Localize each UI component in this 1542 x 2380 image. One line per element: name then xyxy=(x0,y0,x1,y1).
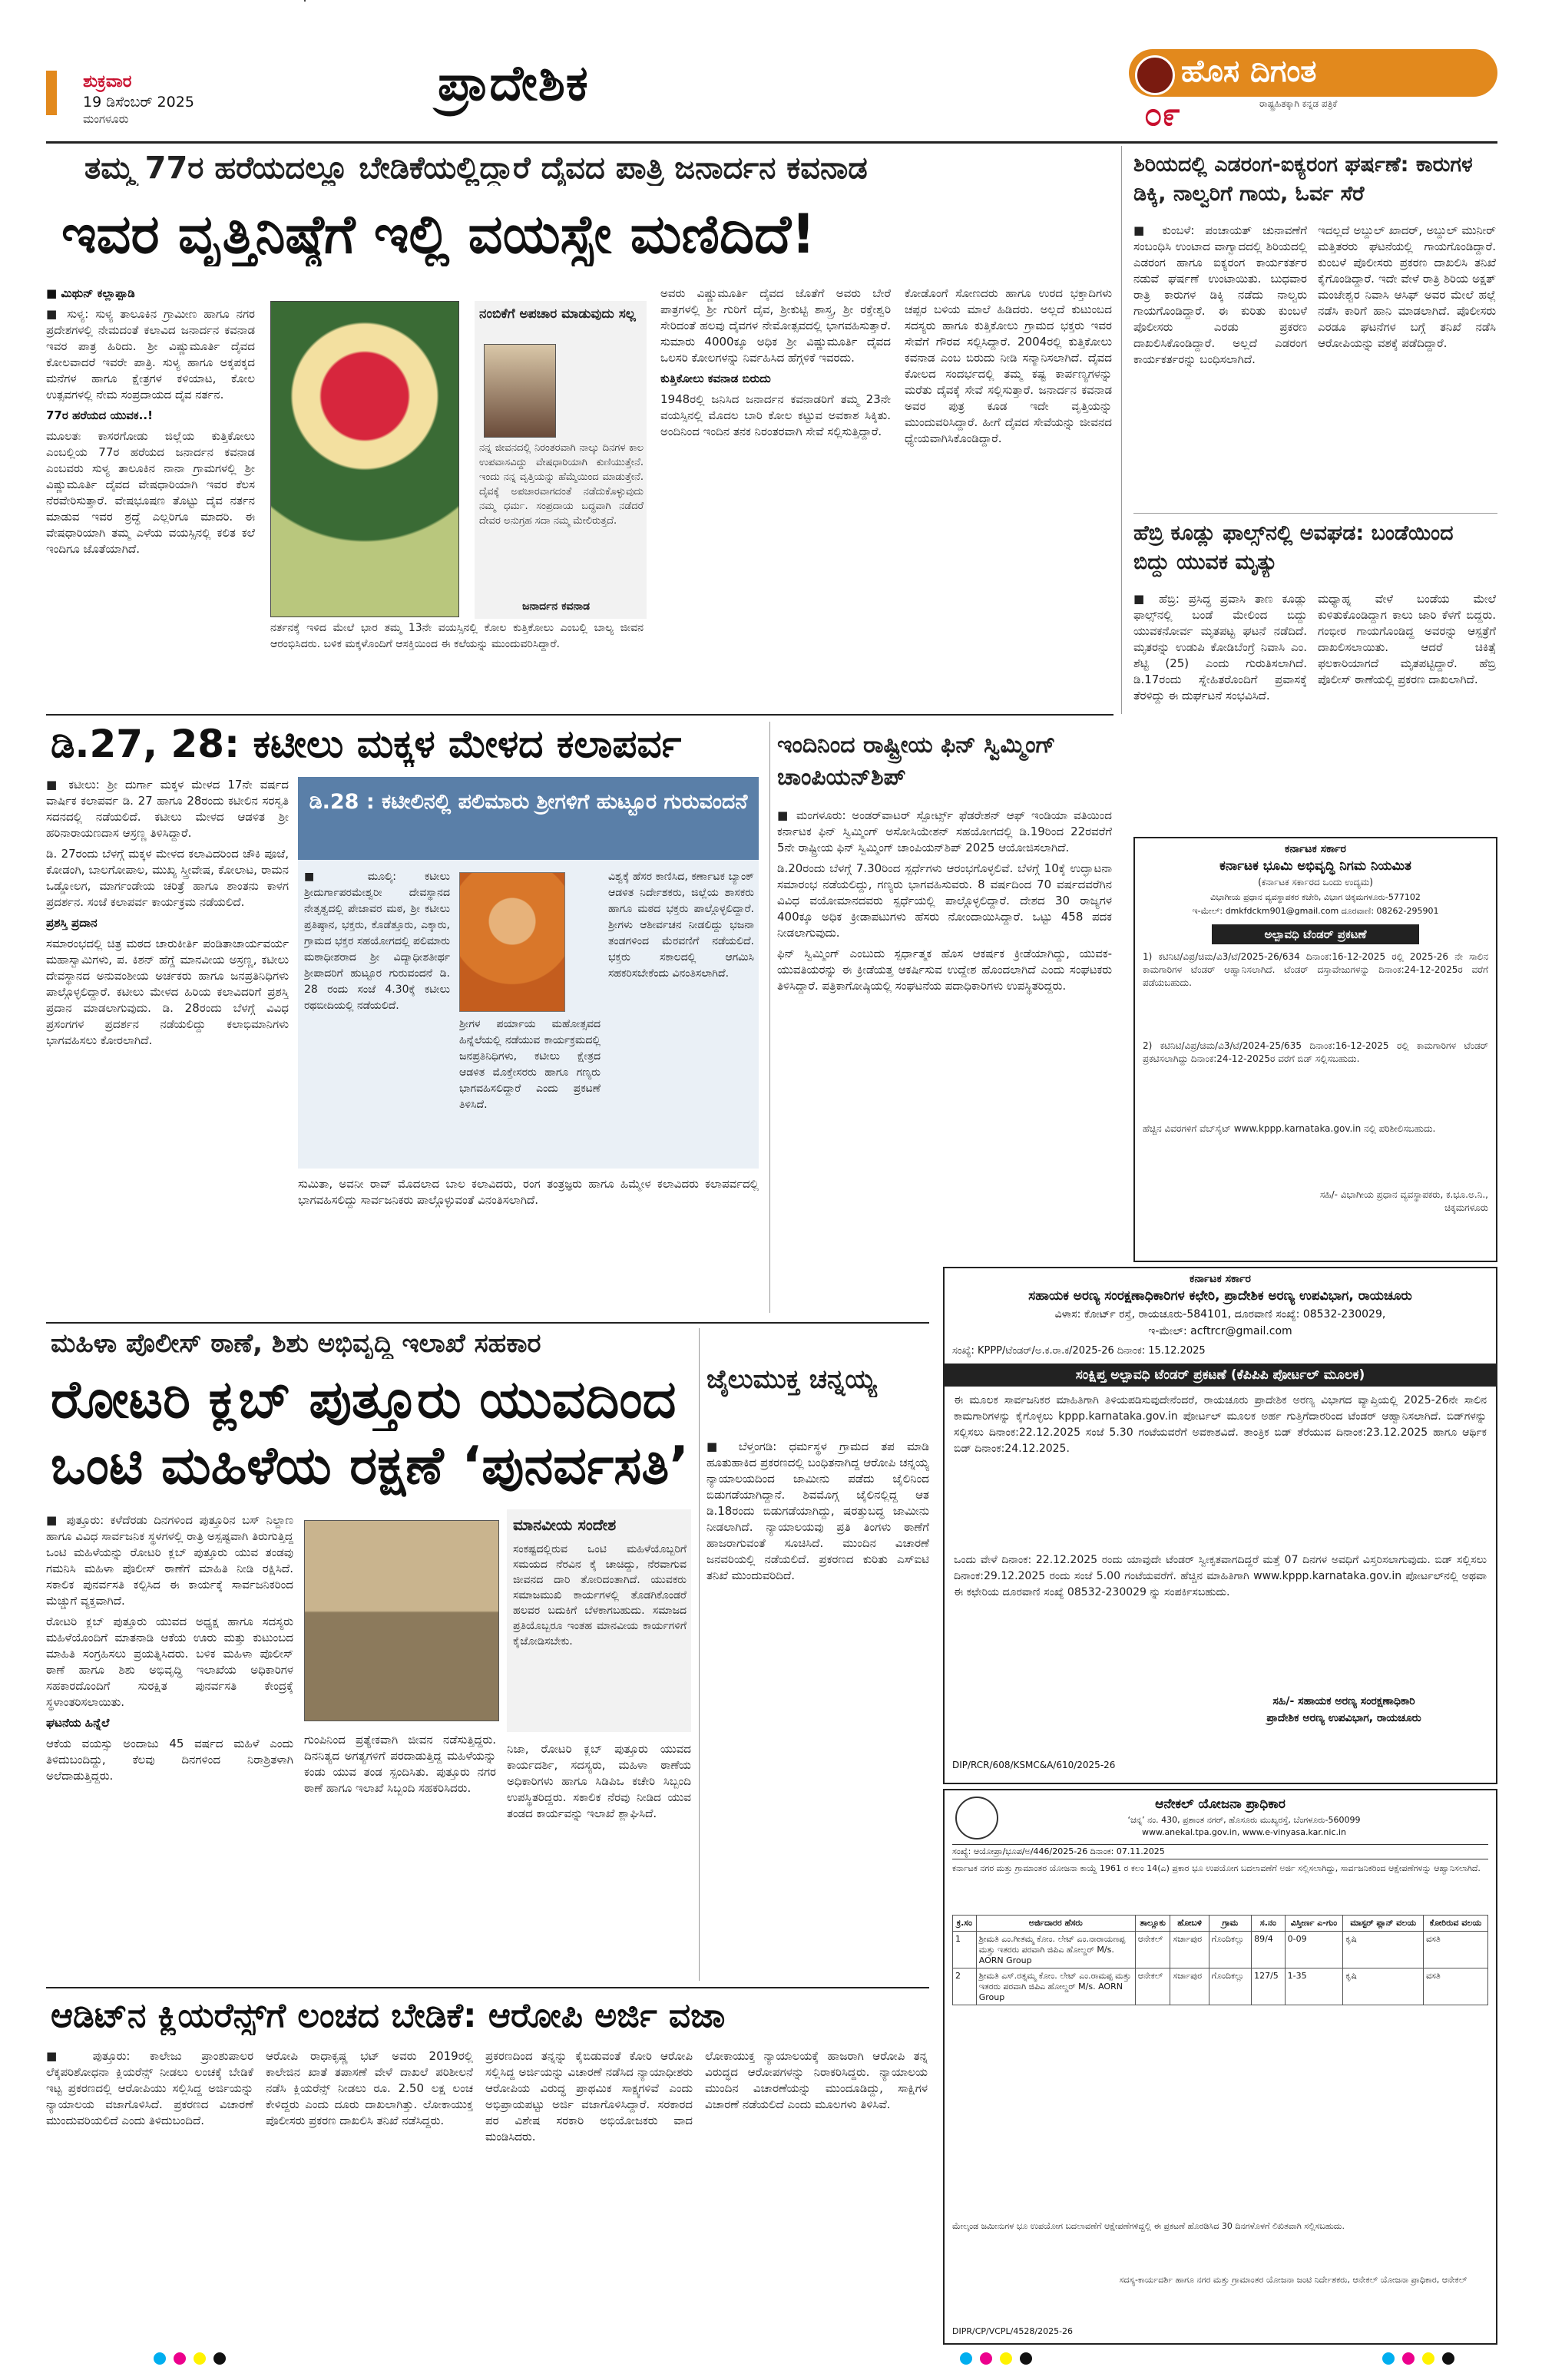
rotary-body-2: ರೋಟರಿ ಕ್ಲಬ್ ಪುತ್ತೂರು ಯುವದ ಅಧ್ಯಕ್ಷ ಹಾಗೂ ಸದಸ್ಯರು ಮಹಿಳೆಯೊಂದಿಗೆ ಮಾತನಾಡಿ ಆಕೆಯ ಊರು ಮತ್ತು ಕುಟುಂಬದ ಮಾಹಿತಿ ಸಂಗ್ರಹಿಸಲು ಪ್ರಯತ್ನಿಸಿದರು. ಬಳಿಕ ಮಹಿಳಾ ಪೊಲೀಸ್ ಠಾಣೆ ಹಾಗೂ ಶಿಶು ಅಭಿವೃದ್ಧಿ ಇಲಾಖೆಯ ಅಧಿಕಾರಿಗಳ ಸಹಕಾರದೊಂದಿಗೆ ಸುರಕ್ಷಿತ ಪುನರ್ವಸತಿ ಕೇಂದ್ರಕ್ಕೆ ಸ್ಥಳಾಂತರಿಸಲಾಯಿತು. xyxy=(46,1615,293,1709)
rotary-headline-2: ಒಂಟಿ ಮಹಿಳೆಯ ರಕ್ಷಣೆ ‘ಪುನರ್ವಸತಿ’ xyxy=(51,1436,690,1496)
lead-photo-theyyam xyxy=(270,301,459,617)
right1-rule xyxy=(1133,513,1497,514)
table-cell: 127/5 xyxy=(1252,1968,1286,2005)
ad3-header-cell: ಗ್ರಾಮ xyxy=(1209,1916,1251,1932)
ad1-email: ಇ-ಮೇಲ್: dmkfdckm901@gmail.com ದೂರವಾಣಿ: 08262-295901 xyxy=(1192,906,1439,916)
paper-name: ಹೊಸ ದಿಗಂತ xyxy=(1181,54,1317,89)
ad3-footer: ಮೇಲ್ಕಂಡ ಜಮೀನುಗಳ ಭೂ ಉಪಯೋಗ ಬದಲಾವಣೆಗೆ ಆಕ್ಷೇಪಣೆಗಳಿದ್ದಲ್ಲಿ ಈ ಪ್ರಕಟಣೆ ಹೊರಡಿಸಿದ 30 ದಿನಗಳೊಳಗೆ ಲಿಖಿತವಾಗಿ ಸಲ್ಲಿಸಬಹುದು. xyxy=(952,2221,1345,2231)
section-title: ಪ್ರಾದೇಶಿಕ xyxy=(438,55,589,112)
ad2-email: ಇ-ಮೇಲ್: acftrcr@gmail.com xyxy=(1148,1325,1292,1337)
masthead-left-bar xyxy=(46,71,57,115)
magenta-dot xyxy=(174,2352,186,2365)
yellow-dot xyxy=(194,2352,206,2365)
cyan-dot xyxy=(154,2352,166,2365)
lead-sidebar-title: ನಂಬಿಕೆಗೆ ಅಪಚಾರ ಮಾಡುವುದು ಸಲ್ಲ xyxy=(479,306,636,322)
print-reg-dots-mid xyxy=(960,2352,1032,2365)
ad3-header-cell: ಅರ್ಜಿದಾರರ ಹೆಸರು xyxy=(976,1916,1135,1932)
black-dot xyxy=(1442,2352,1454,2365)
kateel-box-col-3: ವಿಶ್ವಕ್ಕೆ ಹೆಸರ ಕಾಣಿಸಿದ, ಕರ್ಣಾಟಕ ಬ್ಯಾಂಕ್ ಆಡಳಿತ ನಿರ್ದೇಶಕರು, ಜಿಲ್ಲೆಯ ಶಾಸಕರು ಹಾಗೂ ಮಠದ ಭಕ್ತರು ಪಾಲ್ಗೊಳ್ಳಲಿದ್ದಾರೆ. ಶ್ರೀಗಳು ಆಶೀರ್ವಚನ ನೀಡಲಿದ್ದು ಭಜನಾ ತಂಡಗಳಿಂದ ಮೆರವಣಿಗೆ ನಡೆಯಲಿದೆ. ಭಕ್ತರು ಸಕಾಲದಲ್ಲಿ ಆಗಮಿಸಿ ಸಹಕರಿಸಬೇಕೆಂದು ವಿನಂತಿಸಲಾಗಿದೆ. xyxy=(608,871,754,980)
table-cell: 2 xyxy=(953,1968,977,2005)
swim-body-3: ಫಿನ್ ಸ್ವಿಮ್ಮಿಂಗ್ ಎಂಬುದು ಸ್ಪರ್ಧಾತ್ಮಕ ಹೊಸ ಆಕರ್ಷಕ ಕ್ರೀಡೆಯಾಗಿದ್ದು, ಯುವಕ-ಯುವತಿಯರನ್ನು ಈ ಕ್ರೀಡೆಯತ್ತ ಆಕರ್ಷಿಸುವ ಉದ್ದೇಶ ಹೊಂದಲಾಗಿದೆ ಎಂದು ಸಂಘಟಕರು ತಿಳಿಸಿದ್ದಾರೆ. ಪತ್ರಿಕಾಗೋಷ್ಠಿಯಲ್ಲಿ ಸಂಘಟನೆಯ ಪದಾಧಿಕಾರಿಗಳು ಉಪಸ್ಥಿತರಿದ್ದರು. xyxy=(777,947,1112,993)
swim-headline: ಇಂದಿನಿಂದ ರಾಷ್ಟ್ರೀಯ ಫಿನ್ ಸ್ವಿಮ್ಮಿಂಗ್ ಚಾಂಪಿಯನ್‌ಶಿಪ್ xyxy=(777,732,1056,791)
black-dot xyxy=(213,2352,226,2365)
ad3-web: www.anekal.tpa.gov.in, www.e-vinyasa.kar.nic.in xyxy=(1141,1827,1347,1837)
kateel-col-1 xyxy=(46,777,289,1314)
table-cell: 1 xyxy=(953,1932,977,1968)
rotary-body-4: ನಿಜಾ, ರೋಟರಿ ಕ್ಲಬ್ ಪುತ್ತೂರು ಯುವದ ಕಾರ್ಯದರ್ಶಿ, ಸದಸ್ಯರು, ಮಹಿಳಾ ಠಾಣೆಯ ಅಧಿಕಾರಿಗಳು ಹಾಗೂ ಸಿಡಿಪಿಒ ಕಚೇರಿ ಸಿಬ್ಬಂದಿ ಉಪಸ್ಥಿತರಿದ್ದರು. ಸಕಾಲಿಕ ನೆರವು ನೀಡಿದ ಯುವ ತಂಡದ ಕಾರ್ಯವನ್ನು ಇಲಾಖೆ ಶ್ಲಾಘಿಸಿದೆ. xyxy=(507,1742,691,1820)
kateel-body-1: ■ ಕಟೀಲು: ಶ್ರೀ ದುರ್ಗಾ ಮಕ್ಕಳ ಮೇಳದ 17ನೇ ವರ್ಷದ ವಾರ್ಷಿಕ ಕಲಾಪರ್ವ ಡಿ. 27 ಹಾಗೂ 28ರಂದು ಕಟೀಲಿನ ಸರಸ್ವತಿ ಸದನದಲ್ಲಿ ನಡೆಯಲಿದೆ. ಕಟೀಲು ಮೇಳದ ಆಡಳಿತ ಶ್ರೀ ಹರಿನಾರಾಯಣದಾಸ ಆಸ್ರಣ್ಣ ತಿಳಿಸಿದ್ದಾರೆ. xyxy=(46,778,289,840)
lead-subhead-1: 77ರ ಹರೆಯದ ಯುವಕ..! xyxy=(46,408,153,422)
lead-body-2: ಮೂಲತಃ ಕಾಸರಗೋಡು ಜಿಲ್ಲೆಯ ಕುತ್ತಿಕೋಲು ಎಂಬಲ್ಲಿಯ 77ರ ಹರೆಯದ ಜನಾರ್ದನ ಕವನಾಡ ಎಂಬವರು ಸುಳ್ಯ ತಾಲೂಕಿನ ನಾನಾ ಗ್ರಾಮಗಳಲ್ಲಿ ಶ್ರೀ ವಿಷ್ಣುಮೂರ್ತಿ ದೈವದ ವೇಷಧಾರಿಯಾಗಿ ಇವರ ಕೆಲಸ ನೆರವೇರಿಸುತ್ತಾರೆ. ವೇಷಭೂಷಣ ತೊಟ್ಟು ದೈವ ನರ್ತನ ಮಾಡುವ ಇವರ ಶ್ರದ್ಧೆ ಎಲ್ಲರಿಗೂ ಮಾದರಿ. ಈ ವೇಷಧಾರಿಯಾಗಿ ತಮ್ಮ ಎಳೆಯ ವಯಸ್ಸಿನಲ್ಲಿ ಕಲಿತ ಕಲೆ ಇಂದಿಗೂ ಜೊತೆಯಾಗಿದೆ. xyxy=(46,429,255,556)
table-cell: ಕೃಷಿ xyxy=(1343,1968,1424,2005)
swim-body-1: ■ ಮಂಗಳೂರು: ಅಂಡರ್‌ವಾಟರ್ ಸ್ಪೋರ್ಟ್ಸ್ ಫೆಡರೇಶನ್ ಆಫ್ ಇಂಡಿಯಾ ವತಿಯಿಂದ ಕರ್ನಾಟಕ ಫಿನ್ ಸ್ವಿಮ್ಮಿಂಗ್ ಅಸೋಸಿಯೇಶನ್ ಸಹಯೋಗದಲ್ಲಿ ಡಿ.19ರಿಂದ 22ರವರೆಗೆ 5ನೇ ರಾಷ್ಟ್ರೀಯ ಫಿನ್ ಸ್ವಿಮ್ಮಿಂಗ್ ಚಾಂಪಿಯನ್‌ಶಿಪ್ 2025 ಆಯೋಜಿಸಲಾಗಿದೆ. xyxy=(777,808,1112,854)
paper-logo xyxy=(1129,49,1497,97)
masthead-rule xyxy=(46,141,1497,144)
rotary-side-body: ಸಂಕಷ್ಟದಲ್ಲಿರುವ ಒಂಟಿ ಮಹಿಳೆಯೊಬ್ಬರಿಗೆ ಸಮಯದ ನೆರವಿನ ಕೈ ಚಾಚಿದ್ದು, ನೆರವಾಗುವ ಜೀವನದ ದಾರಿ ತೋರಿದಂತಾಗಿದೆ. ಯುವಕರು ಸಮಾಜಮುಖಿ ಕಾರ್ಯಗಳಲ್ಲಿ ತೊಡಗಿಕೊಂಡರೆ ಹಲವರ ಬದುಕಿಗೆ ಬೆಳಕಾಗಬಹುದು. ಸಮಾಜದ ಪ್ರತಿಯೊಬ್ಬರೂ ಇಂತಹ ಮಾನವೀಯ ಕಾರ್ಯಗಳಿಗೆ ಕೈಜೋಡಿಸಬೇಕು. xyxy=(513,1543,687,1648)
ad2-sign-1: ಸಹಿ/- ಸಹಾಯಕ ಅರಣ್ಯ ಸಂರಕ್ಷಣಾಧಿಕಾರಿ xyxy=(1272,1695,1415,1707)
lead-headline: ಇವರ ವೃತ್ತಿನಿಷ್ಠೆಗೆ ಇಲ್ಲಿ ವಯಸ್ಸೇ ಮಣಿದಿದೆ! xyxy=(61,203,816,266)
ad2-govt: ಕರ್ನಾಟಕ ಸರ್ಕಾರ xyxy=(1190,1273,1251,1285)
kateel-body-2: ಡಿ. 27ರಂದು ಬೆಳಗ್ಗೆ ಮಕ್ಕಳ ಮೇಳದ ಕಲಾವಿದರಿಂದ ಚೌಕಿ ಪೂಜೆ, ಕೋಡಂಗಿ, ಬಾಲಗೋಪಾಲ, ಮುಖ್ಯ ಸ್ತ್ರೀವೇಷ, ಕೋಲಾಟ, ರಾಮನ ಒಡ್ಡೋಲಗ, ಮಾರ್ಗಂಡೇಯ ಚರಿತ್ರೆ ಹಾಗೂ ಶಾಂತನು ಕಾಳಗ ಪ್ರದರ್ಶನ. ಸಂಜೆ ಕಲಾಪರ್ವ ಕಾರ್ಯಕ್ರಮ ನಡೆಯಲಿದೆ. xyxy=(46,847,289,909)
rotary-body-1: ■ ಪುತ್ತೂರು: ಕಳೆದೆರಡು ದಿನಗಳಿಂದ ಪುತ್ತೂರಿನ ಬಸ್ ನಿಲ್ದಾಣ ಹಾಗೂ ವಿವಿಧ ಸಾರ್ವಜನಿಕ ಸ್ಥಳಗಳಲ್ಲಿ ರಾತ್ರಿ ಅಸ್ಪಷ್ಟವಾಗಿ ತಿರುಗುತ್ತಿದ್ದ ಒಂಟಿ ಮಹಿಳೆಯನ್ನು ರೋಟರಿ ಕ್ಲಬ್ ಪುತ್ತೂರು ಯುವ ತಂಡವು ಗಮನಿಸಿ ಮಹಿಳಾ ಪೊಲೀಸ್ ಠಾಣೆಗೆ ಮಾಹಿತಿ ನೀಡಿ ರಕ್ಷಿಸಿದೆ. ಸಕಾಲಿಕ ಪುನರ್ವಸತಿ ಕಲ್ಪಿಸಿದ ಈ ಕಾರ್ಯಕ್ಕೆ ಸಾರ್ವಜನಿಕರಿಂದ ಮೆಚ್ಚುಗೆ ವ್ಯಕ್ತವಾಗಿದೆ. xyxy=(46,1513,293,1608)
lead-sidebar-body: ನನ್ನ ಜೀವನದಲ್ಲಿ ನಿರಂತರವಾಗಿ ನಾಲ್ಕು ದಿನಗಳ ಕಾಲ ಉಪವಾಸವಿದ್ದು ವೇಷಧಾರಿಯಾಗಿ ಕುಣಿಯುತ್ತೇನೆ. ಇಂದು ನನ್ನ ವೃತ್ತಿಯನ್ನು ಹೆಮ್ಮೆಯಿಂದ ಮಾಡುತ್ತೇನೆ. ದೈವಕ್ಕೆ ಅಪಚಾರವಾಗದಂತೆ ನಡೆದುಕೊಳ್ಳುವುದು ನಮ್ಮ ಧರ್ಮ. ಸಂಪ್ರದಾಯ ಬದ್ಧವಾಗಿ ನಡೆದರೆ ದೇವರ ಅನುಗ್ರಹ ಸದಾ ನಮ್ಮ ಮೇಲಿರುತ್ತದೆ. xyxy=(479,442,644,527)
rotary-body-3: ಆಕೆಯ ವಯಸ್ಸು ಅಂದಾಜು 45 ವರ್ಷದ ಮಹಿಳೆ ಎಂದು ತಿಳಿದುಬಂದಿದ್ದು, ಕೆಲವು ದಿನಗಳಿಂದ ನಿರಾಶ್ರಿತಳಾಗಿ ಅಲೆದಾಡುತ್ತಿದ್ದರು. xyxy=(46,1737,293,1783)
ad2-title: ಸಂಕ್ಷಿಪ್ತ ಅಲ್ಪಾವಧಿ ಟೆಂಡರ್ ಪ್ರಕಟಣೆ (ಕೆಪಿಪಿಪಿ ಪೋರ್ಟಲ್ ಮೂಲಕ) xyxy=(945,1364,1496,1387)
kateel-box-col-1: ■ ಮೂಲ್ಕಿ: ಕಟೀಲು ಶ್ರೀದುರ್ಗಾಪರಮೇಶ್ವರೀ ದೇವಸ್ಥಾನದ ನೇತೃತ್ವದಲ್ಲಿ ಪೇಜಾವರ ಮಠ, ಶ್ರೀ ಕಟೀಲು ಪ್ರತಿಷ್ಠಾನ, ಭಕ್ತರು, ಕೊಡೆತ್ತೂರು, ಎಕ್ಕಾರು, ಗ್ರಾಮದ ಭಕ್ತರ ಸಹಯೋಗದಲ್ಲಿ ಪಲಿಮಾರು ಮಠಾಧೀಶರಾದ ಶ್ರೀ ವಿದ್ಯಾಧೀಶತೀರ್ಥ ಶ್ರೀಪಾದರಿಗೆ ಹುಟ್ಟೂರ ಗುರುವಂದನೆ ಡಿ. 28 ರಂದು ಸಂಜೆ 4.30ಕ್ಕೆ ಕಟೀಲು ರಥಬೀದಿಯಲ್ಲಿ ನಡೆಯಲಿದೆ. xyxy=(304,871,450,1012)
rotary-kicker: ಮಹಿಳಾ ಪೊಲೀಸ್ ಠಾಣೆ, ಶಿಶು ಅಭಿವೃದ್ಧಿ ಇಲಾಖೆ ಸಹಕಾರ xyxy=(51,1328,541,1359)
table-cell: ಸರ್ಜಾಪುರ xyxy=(1170,1968,1209,2005)
lead-subhead-2: ಕುತ್ತಿಕೋಲು ಕವನಾಡ ಬಿರುದು xyxy=(660,372,771,385)
rotary-caption: ಗುಂಪಿನಿಂದ ಪ್ರತ್ಯೇಕವಾಗಿ ಜೀವನ ನಡೆಸುತ್ತಿದ್ದರು. ದಿನನಿತ್ಯದ ಅಗತ್ಯಗಳಿಗೆ ಪರದಾಡುತ್ತಿದ್ದ ಮಹಿಳೆಯನ್ನು ಕಂಡು ಯುವ ತಂಡ ಸ್ಪಂದಿಸಿತು. ಪುತ್ತೂರು ನಗರ ಠಾಣೆ ಹಾಗೂ ಇಲಾಖೆ ಸಿಬ್ಬಂದಿ ಸಹಕರಿಸಿದರು. xyxy=(304,1733,496,1795)
magenta-dot xyxy=(1402,2352,1415,2365)
table-cell: ಆನೇಕಲ್ xyxy=(1135,1932,1170,1968)
ad1-org-sub: (ಕರ್ನಾಟಕ ಸರ್ಕಾರದ ಒಂದು ಉದ್ಯಮ) xyxy=(1258,877,1373,888)
black-dot xyxy=(1020,2352,1032,2365)
sidebar-portrait xyxy=(484,344,556,438)
divider-h-4 xyxy=(46,1987,929,1988)
ad3-table-wrap xyxy=(952,1915,1488,2005)
audit-col-4: ಲೋಕಾಯುಕ್ತ ನ್ಯಾಯಾಲಯಕ್ಕೆ ಹಾಜರಾಗಿ ಆರೋಪಿ ತನ್ನ ವಿರುದ್ಧದ ಆರೋಪಗಳನ್ನು ನಿರಾಕರಿಸಿದ್ದರು. ನ್ಯಾಯಾಲಯ ಮುಂದಿನ ವಿಚಾರಣೆಯನ್ನು ಮುಂದೂಡಿದ್ದು, ಸಾಕ್ಷಿಗಳ ವಿಚಾರಣೆ ನಡೆಯಲಿದೆ ಎಂದು ಮೂಲಗಳು ತಿಳಿಸಿವೆ. xyxy=(705,2049,928,2111)
lead-body-3: ಅವರು ವಿಷ್ಣುಮೂರ್ತಿ ದೈವದ ಜೊತೆಗೆ ಅವರು ಬೇರೆ ಪಾತ್ರಗಳಲ್ಲಿ ಶ್ರೀ ಗುರಿಗೆ ದೈವ, ಶ್ರೀಕುಟ್ಟಿ ಶಾಸ್ತ್ರ, ಶ್ರೀ ರಕ್ತೇಶ್ವರಿ ಸೇರಿದಂತೆ ಹಲವು ದೈವಗಳ ನೇಮೋತ್ಸವದಲ್ಲಿ ಭಾಗವಹಿಸುತ್ತಾರೆ. ಸುಮಾರು 4000ಕ್ಕೂ ಅಧಿಕ ಶ್ರೀ ವಿಷ್ಣುಮೂರ್ತಿ ದೈವದ ಒಲಸರಿ ಕೋಲಗಳನ್ನು ನಿರ್ವಹಿಸಿದ ಹೆಗ್ಗಳಿಕೆ ಇವರದು. xyxy=(660,286,891,365)
right2-col-1: ■ ಹೆಬ್ರಿ: ಪ್ರಸಿದ್ಧ ಪ್ರವಾಸಿ ತಾಣ ಕೂಡ್ಲು ಫಾಲ್ಸ್‌ನಲ್ಲಿ ಬಂಡೆ ಮೇಲಿಂದ ಬಿದ್ದು ಯುವಕನೋರ್ವ ಮೃತಪಟ್ಟ ಘಟನೆ ನಡೆದಿದೆ. ಮೃತರನ್ನು ಉಡುಪಿ ಕೋಡಿಬೆಂಗ್ರೆ ನಿವಾಸಿ ಎಂ. ಶೆಟ್ಟಿ (25) ಎಂದು ಗುರುತಿಸಲಾಗಿದೆ. ಡಿ.17ರಂದು ಸ್ನೇಹಿತರೊಂದಿಗೆ ಪ್ರವಾಸಕ್ಕೆ ತೆರಳಿದ್ದು ಈ ದುರ್ಘಟನೆ ಸಂಭವಿಸಿದೆ. xyxy=(1133,592,1307,702)
ad1-address: ವಿಭಾಗೀಯ ಪ್ರಧಾನ ವ್ಯವಸ್ಥಾಪಕರ ಕಚೇರಿ, ವಿಭಾಗ ಚಿಕ್ಕಮಗಳೂರು-577102 xyxy=(1210,892,1421,902)
ad2-code: DIP/RCR/608/KSMC&A/610/2025-26 xyxy=(952,1760,1116,1770)
right1-headline: ಶಿರಿಯದಲ್ಲಿ ಎಡರಂಗ-ಐಕ್ಯರಂಗ ಘರ್ಷಣೆ: ಕಾರುಗಳ ಡಿಕ್ಕಿ, ನಾಲ್ವರಿಗೆ ಗಾಯ, ಓರ್ವ ಸೆರೆ xyxy=(1133,153,1473,206)
ad3-org: ಆನೇಕಲ್ ಯೋಜನಾ ಪ್ರಾಧಿಕಾರ xyxy=(1155,1797,1286,1812)
ad3-table-head xyxy=(953,1916,1488,1932)
ad1-note: ಹೆಚ್ಚಿನ ವಿವರಗಳಿಗೆ ವೆಬ್‌ಸೈಟ್ www.kppp.karnataka.gov.in ನಲ್ಲಿ ಪರಿಶೀಲಿಸಬಹುದು. xyxy=(1143,1123,1436,1134)
lead-col-4: ಕೋಡೊಂಗೆ ಸೋಣದರು ಹಾಗೂ ಉರದ ಭಕ್ತಾದಿಗಳು ಚಪ್ಪರ ಬಳಿಯ ಮಾಲೆ ಹಿಡಿದರು. ಅಲ್ಲದೆ ಕುಟುಂಬದ ಸದಸ್ಯರು ಹಾಗೂ ಕುತ್ತಿಕೋಲು ಗ್ರಾಮದ ಭಕ್ತರು ಇವರ ಸೇವೆಗೆ ಗೌರವ ಸಲ್ಲಿಸಿದ್ದಾರೆ. 2004ರಲ್ಲಿ ಕುತ್ತಿಕೋಲು ಕವನಾಡ ಎಂಬ ಬಿರುದು ನೀಡಿ ಸನ್ಮಾನಿಸಲಾಗಿದೆ. ದೈವದ ಕೋಲದ ಸಂದರ್ಭದಲ್ಲಿ ತಮ್ಮ ಕಷ್ಟ ಕಾರ್ಪಣ್ಯಗಳನ್ನು ಮರೆತು ದೈವಕ್ಕೆ ಸೇವೆ ಸಲ್ಲಿಸುತ್ತಾರೆ. ಜನಾರ್ದನ ಕವನಾಡ ಅವರ ಪುತ್ರ ಕೂಡ ಇದೇ ವೃತ್ತಿಯನ್ನು ಮುಂದುವರಿಸಿದ್ದಾರೆ. ಹೀಗೆ ದೈವದ ಸೇವೆಯನ್ನು ಜೀವನದ ಧ್ಯೇಯವಾಗಿಸಿಕೊಂಡಿದ್ದಾರೆ. xyxy=(905,286,1112,445)
lead-kicker: ತಮ್ಮ 77ರ ಹರೆಯದಲ್ಲೂ ಬೇಡಿಕೆಯಲ್ಲಿದ್ದಾರೆ ದೈವದ ಪಾತ್ರಿ ಜನಾರ್ದನ ಕವನಾಡ xyxy=(84,150,868,186)
ad3-header-cell: ವಿಸ್ತೀರ್ಣ ಎ-ಗುಂ xyxy=(1285,1916,1343,1932)
table-cell: ಶ್ರೀಮತಿ ಎಂ.ಗೀತಮ್ಮ ಕೋಂ. ಲೇಟ್ ಎಂ.ನಾರಾಯಣಪ್ಪ ಮತ್ತು ಇತರರು ಪರವಾಗಿ ಜಿಪಿಎ ಹೋಲ್ಡರ್ M/s. AORN Group xyxy=(976,1932,1135,1968)
rotary-col-1 xyxy=(46,1512,293,1973)
rotary-subhead: ಘಟನೆಯ ಹಿನ್ನೆಲೆ xyxy=(46,1716,110,1730)
ad2-office: ಸಹಾಯಕ ಅರಣ್ಯ ಸಂರಕ್ಷಣಾಧಿಕಾರಿಗಳ ಕಛೇರಿ, ಪ್ರಾದೇಶಿಕ ಅರಣ್ಯ ಉಪವಿಭಾಗ, ರಾಯಚೂರು xyxy=(1028,1288,1412,1304)
ad2-address: ವಿಳಾಸ: ಕೋರ್ಟ್ ರಸ್ತೆ, ರಾಯಚೂರು-584101, ದೂರವಾಣಿ ಸಂಖ್ಯೆ: 08532-230029, xyxy=(1054,1308,1386,1321)
cyan-dot xyxy=(960,2352,972,2365)
lead-body-4: 1948ರಲ್ಲಿ ಜನಿಸಿದ ಜನಾರ್ದನ ಕವನಾಡರಿಗೆ ತಮ್ಮ 23ನೇ ವಯಸ್ಸಿನಲ್ಲಿ ಮೊದಲ ಬಾರಿ ಕೋಲ ಕಟ್ಟುವ ಅವಕಾಶ ಸಿಕ್ಕಿತು. ಅಂದಿನಿಂದ ಇಂದಿನ ತನಕ ನಿರಂತರವಾಗಿ ಸೇವೆ ಸಲ್ಲಿಸುತ್ತಿದ್ದಾರೆ. xyxy=(660,392,891,438)
ad-bhoomi xyxy=(1133,837,1497,1262)
right2-col-2: ಮಧ್ಯಾಹ್ನ ವೇಳೆ ಬಂಡೆಯ ಮೇಲೆ ಕುಳಿತುಕೊಂಡಿದ್ದಾಗ ಕಾಲು ಜಾರಿ ಕೆಳಗೆ ಬಿದ್ದರು. ಗಂಭೀರ ಗಾಯಗೊಂಡಿದ್ದ ಅವರನ್ನು ಆಸ್ಪತ್ರೆಗೆ ದಾಖಲಿಸಲಾಯಿತು. ಆದರೆ ಚಿಕಿತ್ಸೆ ಫಲಕಾರಿಯಾಗದೆ ಮೃತಪಟ್ಟಿದ್ದಾರೆ. ಹೆಬ್ರಿ ಪೊಲೀಸ್ ಠಾಣೆಯಲ್ಲಿ ಪ್ರಕರಣ ದಾಖಲಾಗಿದೆ. xyxy=(1318,592,1496,686)
right2-headline: ಹೆಬ್ರಿ ಕೂಡ್ಲು ಫಾಲ್ಸ್‌ನಲ್ಲಿ ಅವಘಡ: ಬಂಡೆಯಿಂದ ಬಿದ್ದು ಯುವಕ ಮೃತ್ಯು xyxy=(1133,521,1454,574)
divider-v-1 xyxy=(1121,146,1122,714)
kateel-subhead: ಪ್ರಶಸ್ತಿ ಪ್ರದಾನ xyxy=(46,916,98,930)
table-cell: ಶ್ರೀಮತಿ ಎಸ್.ರತ್ನಮ್ಮ ಕೋಂ. ಲೇಟ್ ಎಂ.ರಾಮಪ್ಪ ಮತ್ತು ಇತರರು ಪರವಾಗಿ ಜಿಪಿಎ ಹೋಲ್ಡರ್ M/s. AORN Group xyxy=(976,1968,1135,2005)
ad3-address: ‘ಚನ್ನ’ ನಂ. 430, ಪ್ರಶಾಂತ ನಗರ್, ಹೊಸೂರು ಮುಖ್ಯರಸ್ತೆ, ಬೆಂಗಳೂರು-560099 xyxy=(1127,1815,1361,1825)
table-cell: ಸರ್ಜಾಪುರ xyxy=(1170,1932,1209,1968)
ad1-govt: ಕರ್ನಾಟಕ ಸರ್ಕಾರ xyxy=(1285,843,1346,855)
page-number: ೦೯ xyxy=(1144,95,1181,133)
ad-forest-raichur xyxy=(943,1267,1497,1784)
ad3-header-cell: ತಾಲ್ಲೂಕು xyxy=(1135,1916,1170,1932)
print-reg-dots-left xyxy=(154,2352,226,2365)
kateel-body-4: ಸುಮಿತಾ, ಅವನೀ ರಾವ್ ಮೊದಲಾದ ಬಾಲ ಕಲಾವಿದರು, ರಂಗ ತಂತ್ರಜ್ಞರು ಹಾಗೂ ಹಿಮ್ಮೇಳ ಕಲಾವಿದರು ಕಲಾಪರ್ವದಲ್ಲಿ ಭಾಗವಹಿಸಲಿದ್ದು ಸಾರ್ವಜನಿಕರು ಪಾಲ್ಗೊಳ್ಳುವಂತೆ ವಿನಂತಿಸಲಾಗಿದೆ. xyxy=(298,1177,759,1207)
paper-tagline: ರಾಷ್ಟ್ರಹಿತಕ್ಕಾಗಿ ಕನ್ನಡ ಪತ್ರಿಕೆ xyxy=(1259,98,1338,109)
kateel-body-3: ಸಮಾರಂಭದಲ್ಲಿ ಚಿತ್ರ ಮಠದ ಚಾರುಕೀರ್ತಿ ಪಂಡಿತಾಚಾರ್ಯವರ್ಯ ಮಹಾಸ್ವಾಮಿಗಳು, ಪ. ಕಿಶನ್ ಹೆಗ್ಡೆ ಮಾನವೀಯ ಅಸ್ರಣ್ಣ, ಕಟೀಲು ದೇವಸ್ಥಾನದ ಅನುವಂಶೀಯ ಅರ್ಚಕರು ಹಾಗೂ ಜನಪ್ರತಿನಿಧಿಗಳು ಪಾಲ್ಗೊಳ್ಳಲಿದ್ದಾರೆ. ಕಟೀಲು ಮೇಳದ ಹಿರಿಯ ಕಲಾವಿದರಿಗೆ ಪ್ರಶಸ್ತಿ ಪ್ರದಾನ ಮಾಡಲಾಗುವುದು. ಡಿ. 28ರಂದು ಬೆಳಗ್ಗೆ ವಿವಿಧ ಪ್ರಸಂಗಗಳ ಪ್ರದರ್ಶನ ನಡೆಯಲಿದ್ದು ಕಲಾಭಿಮಾನಿಗಳು ಭಾಗವಹಿಸಲು ಕೋರಲಾಗಿದೆ. xyxy=(46,937,289,1047)
table-cell: ಗೊಂದಿಕಲ್ಲು xyxy=(1209,1968,1251,2005)
rotary-headline-1: ರೋಟರಿ ಕ್ಲಬ್ ಪುತ್ತೂರು ಯುವದಿಂದ xyxy=(51,1370,677,1430)
masthead-date: 19 ಡಿಸೆಂಬರ್ 2025 xyxy=(83,94,194,111)
yellow-dot xyxy=(1422,2352,1434,2365)
masthead-day: ಶುಕ್ರವಾರ xyxy=(83,72,132,91)
divider-h-3 xyxy=(46,1322,929,1324)
rotary-group-photo xyxy=(304,0,306,2)
table-cell: ವಸತಿ xyxy=(1423,1968,1487,2005)
print-reg-dots-right xyxy=(1382,2352,1454,2365)
ad-anekal xyxy=(943,1789,1497,2345)
masthead-city: ಮಂಗಳೂರು xyxy=(83,112,129,126)
ad2-body-2: ಒಂದು ವೇಳೆ ದಿನಾಂಕ: 22.12.2025 ರಂದು ಯಾವುದೇ ಟೆಂಡರ್ ಸ್ವೀಕೃತವಾಗದಿದ್ದರೆ ಮತ್ತೆ 07 ದಿನಗಳ ಅವಧಿಗೆ ವಿಸ್ತರಿಸಲಾಗುವುದು. ಬಿಡ್ ಸಲ್ಲಿಸಲು ದಿನಾಂಕ:29.12.2025 ರಂದು ಸಂಜೆ 5.00 ಗಂಟೆಯವರೆಗೆ. ಹೆಚ್ಚಿನ ಮಾಹಿತಿಗಾಗಿ www.kppp.karnataka.gov.in ಪೋರ್ಟಲ್‌ನಲ್ಲಿ ಅಥವಾ ಈ ಕಛೇರಿಯ ದೂರವಾಣಿ ಸಂಖ್ಯೆ 08532-230029 ನ್ನು ಸಂಪರ್ಕಿಸಬಹುದು. xyxy=(954,1554,1487,1598)
swim-body-2: ಡಿ.20ರಂದು ಬೆಳಗ್ಗೆ 7.30ರಿಂದ ಸ್ಪರ್ಧೆಗಳು ಆರಂಭಗೊಳ್ಳಲಿವೆ. ಬೆಳಗ್ಗೆ 10ಕ್ಕೆ ಉದ್ಘಾಟನಾ ಸಮಾರಂಭ ನಡೆಯಲಿದ್ದು, ಗಣ್ಯರು ಭಾಗವಹಿಸುವರು. 8 ವರ್ಷದಿಂದ 70 ವರ್ಷದವರೆಗಿನ ವಿವಿಧ ವಯೋಮಾನದವರು ಸ್ಪರ್ಧೆಯಲ್ಲಿ ಪಾಲ್ಗೊಳ್ಳಲಿದ್ದಾರೆ. ದೇಶದ 30 ರಾಜ್ಯಗಳ 400ಕ್ಕೂ ಅಧಿಕ ಕ್ರೀಡಾಪಟುಗಳು ಹೆಸರು ನೋಂದಾಯಿಸಿದ್ದಾರೆ. ಒಟ್ಟು 458 ಪದಕ ನೀಡಲಾಗುವುದು. xyxy=(777,861,1112,940)
table-row xyxy=(953,1968,1488,2005)
table-cell: ಆನೇಕಲ್ xyxy=(1135,1968,1170,2005)
lead-col-3 xyxy=(660,286,891,700)
kateel-box-col-2: ಶ್ರೀಗಳ ಪರ್ಯಾಯ ಮಹೋತ್ಸವದ ಹಿನ್ನೆಲೆಯಲ್ಲಿ ನಡೆಯುವ ಕಾರ್ಯಕ್ರಮದಲ್ಲಿ ಜನಪ್ರತಿನಿಧಿಗಳು, ಕಟೀಲು ಕ್ಷೇತ್ರದ ಆಡಳಿತ ಮೊಕ್ತೇಸರರು ಹಾಗೂ ಗಣ್ಯರು ಭಾಗವಹಿಸಲಿದ್ದಾರೆ ಎಂದು ಪ್ರಕಟಣೆ ತಿಳಿಸಿದೆ. xyxy=(459,1018,601,1111)
table-cell: ಗೊಂದಿಕಲ್ಲು xyxy=(1209,1932,1251,1968)
cyan-dot xyxy=(1382,2352,1395,2365)
divider-h-2 xyxy=(46,714,1113,716)
yellow-dot xyxy=(1000,2352,1012,2365)
swim-col xyxy=(777,808,1112,1307)
rotary-side-title: ಮಾನವೀಯ ಸಂದೇಶ xyxy=(513,1516,617,1534)
ad3-table-body xyxy=(953,1932,1488,2005)
table-cell: 1-35 xyxy=(1285,1968,1343,2005)
kateel-box-title: ಡಿ.28 : ಕಟೀಲಿನಲ್ಲಿ ಪಲಿಮಾರು ಶ್ರೀಗಳಿಗೆ ಹುಟ್ಟೂರ ಗುರುವಂದನೆ xyxy=(298,777,759,860)
table-row xyxy=(953,1932,1488,1968)
table-cell: 89/4 xyxy=(1252,1932,1286,1968)
ad3-header-cell: ಕ್ರ.ಸಂ xyxy=(953,1916,977,1932)
ad2-ref: ಸಂಖ್ಯೆ: KPPP/ಟೆಂಡರ್/ಅ.ಕ.ರಾ.ಕ/2025-26 ದಿನಾಂಕ: 15.12.2025 xyxy=(952,1345,1206,1357)
right1-col-2: ಇದಲ್ಲದೆ ಅಬ್ದುಲ್ ಖಾದರ್, ಅಬ್ದುಲ್ ಮುನೀರ್ ಮತ್ತಿತರರು ಘಟನೆಯಲ್ಲಿ ಗಾಯಗೊಂಡಿದ್ದಾರೆ. ಕುಂಬಳೆ ಪೊಲೀಸರು ಪ್ರಕರಣ ದಾಖಲಿಸಿ ತನಿಖೆ ಕೈಗೊಂಡಿದ್ದಾರೆ. ಇದೇ ವೇಳೆ ರಾತ್ರಿ ಶಿರಿಯ ಅಕ್ಷತ್ ಮಂಜೇಶ್ವರ ನಿವಾಸಿ ಆಸಿಫ್ ಅವರ ಮೇಲೆ ಹಲ್ಲೆ ನಡೆಸಿ ಕಾರಿಗೆ ಹಾನಿ ಮಾಡಲಾಗಿದೆ. ಪೊಲೀಸರು ಎರಡೂ ಘಟನೆಗಳ ಬಗ್ಗೆ ತನಿಖೆ ನಡೆಸಿ ಆರೋಪಿಯನ್ನು ವಶಕ್ಕೆ ಪಡೆದಿದ್ದಾರೆ. xyxy=(1318,223,1496,350)
audit-headline: ಆಡಿಟ್‌ನ ಕ್ಲಿಯರೆನ್ಸ್‌ಗೆ ಲಂಚದ ಬೇಡಿಕೆ: ಆರೋಪಿ ಅರ್ಜಿ ವಜಾ xyxy=(51,1996,726,2035)
lead-body-1: ■ ಸುಳ್ಯ: ಸುಳ್ಯ ತಾಲೂಕಿನ ಗ್ರಾಮೀಣ ಹಾಗೂ ನಗರ ಪ್ರದೇಶಗಳಲ್ಲಿ ನೇಮದಂತೆ ಕಲಾವಿದ ಜನಾರ್ದನ ಕವನಾಡ ಇವರ ಪಾತ್ರ ಹಿರಿದು. ಶ್ರೀ ವಿಷ್ಣುಮೂರ್ತಿ ದೈವದ ಕೋಲವಾದರೆ ಇವರೇ ಪಾತ್ರಿ. ಸುಳ್ಯ ಹಾಗೂ ಅಕ್ಕಪಕ್ಕದ ಮನೆಗಳ ಹಾಗೂ ಕ್ಷೇತ್ರಗಳ ಕಳಿಯಾಟ, ಕೋಲ ಉತ್ಸವಗಳಲ್ಲಿ ನೇಮ ಸಂಪ್ರದಾಯದ ದೈವ ನರ್ತನ. xyxy=(46,307,255,402)
table-cell: 0-09 xyxy=(1285,1932,1343,1968)
logo-emblem-icon xyxy=(1135,55,1175,95)
audit-col-3: ಪ್ರಕರಣದಿಂದ ತನ್ನನ್ನು ಕೈಬಿಡುವಂತೆ ಕೋರಿ ಆರೋಪಿ ಸಲ್ಲಿಸಿದ್ದ ಅರ್ಜಿಯನ್ನು ವಿಚಾರಣೆ ನಡೆಸಿದ ನ್ಯಾಯಾಧೀಶರು ಆರೋಪಿಯ ವಿರುದ್ಧ ಪ್ರಾಥಮಿಕ ಸಾಕ್ಷ್ಯಗಳಿವೆ ಎಂದು ಅಭಿಪ್ರಾಯಪಟ್ಟು ಅರ್ಜಿ ವಜಾಗೊಳಿಸಿದ್ದಾರೆ. ಸರಕಾರದ ಪರ ವಿಶೇಷ ಸರಕಾರಿ ಅಭಿಯೋಜಕರು ವಾದ ಮಂಡಿಸಿದರು. xyxy=(485,2049,693,2144)
ad3-ref: ಸಂಖ್ಯೆ: ಆಯೋಪ್ರಾ/ಭೂಪ/ಅ/446/2025-26 ದಿನಾಂಕ: 07.11.2025 xyxy=(952,1844,1488,1859)
divider-v-3 xyxy=(699,1328,700,1981)
jail-body: ■ ಬೆಳ್ತಂಗಡಿ: ಧರ್ಮಸ್ಥಳ ಗ್ರಾಮದ ತಪ ಮಾಡಿ ಹೂತುಹಾಕಿದ ಪ್ರಕರಣದಲ್ಲಿ ಬಂಧಿತನಾಗಿದ್ದ ಆರೋಪಿ ಚನ್ನಯ್ಯ ನ್ಯಾಯಾಲಯದಿಂದ ಜಾಮೀನು ಪಡೆದು ಜೈಲಿನಿಂದ ಬಿಡುಗಡೆಯಾಗಿದ್ದಾನೆ. ಶಿವಮೊಗ್ಗ ಜೈಲಿನಲ್ಲಿದ್ದ ಆತ ಡಿ.18ರಂದು ಬಿಡುಗಡೆಯಾಗಿದ್ದು, ಷರತ್ತುಬದ್ಧ ಜಾಮೀನು ನೀಡಲಾಗಿದೆ. ನ್ಯಾಯಾಲಯವು ಪ್ರತಿ ತಿಂಗಳು ಠಾಣೆಗೆ ಹಾಜರಾಗುವಂತೆ ಸೂಚಿಸಿದೆ. ಮುಂದಿನ ವಿಚಾರಣೆ ಜನವರಿಯಲ್ಲಿ ನಡೆಯಲಿದೆ. ಪ್ರಕರಣದ ಕುರಿತು ಎಸ್‌ಐಟಿ ತನಿಖೆ ಮುಂದುವರಿದಿದೆ. xyxy=(706,1440,929,1582)
ad1-sign: ಸಹಿ/- ವಿಭಾಗೀಯ ಪ್ರಧಾನ ವ್ಯವಸ್ಥಾಪಕರು, ಕ.ಭೂ.ಅ.ನಿ., ಚಿಕ್ಕಮಗಳೂರು xyxy=(1319,1189,1488,1213)
ad3-header-cell: ಮಾಸ್ಟರ್ ಪ್ಲಾನ್ ವಲಯ xyxy=(1343,1916,1424,1932)
ad3-header-cell: ಹೋಬಳಿ xyxy=(1170,1916,1209,1932)
ad3-table xyxy=(952,1915,1488,2005)
jail-headline: ಜೈಲುಮುಕ್ತ ಚನ್ನಯ್ಯ xyxy=(706,1364,877,1395)
right1-col-1: ■ ಕುಂಬಳೆ: ಪಂಚಾಯತ್ ಚುನಾವಣೆಗೆ ಸಂಬಂಧಿಸಿ ಉಂಟಾದ ವಾಗ್ವಾದದಲ್ಲಿ ಶಿರಿಯದಲ್ಲಿ ಎಡರಂಗ ಹಾಗೂ ಐಕ್ಯರಂಗ ಕಾರ್ಯಕರ್ತರ ನಡುವೆ ಘರ್ಷಣೆ ಉಂಟಾಯಿತು. ಬುಧವಾರ ರಾತ್ರಿ ಕಾರುಗಳ ಡಿಕ್ಕಿ ನಡೆದು ನಾಲ್ವರು ಗಾಯಗೊಂಡಿದ್ದಾರೆ. ಈ ಕುರಿತು ಕುಂಬಳೆ ಪೊಲೀಸರು ಎರಡು ಪ್ರಕರಣ ದಾಖಲಿಸಿಕೊಂಡಿದ್ದಾರೆ. ಅಲ್ಲದೆ ಎಡರಂಗ ಕಾರ್ಯಕರ್ತರನ್ನು ಬಂಧಿಸಲಾಗಿದೆ. xyxy=(1133,223,1307,366)
lead-byline: ■ ಮಿಥುನ್ ಕಲ್ಲಾಪ್ಪಾಡಿ xyxy=(46,286,135,300)
table-cell: ಕೃಷಿ xyxy=(1343,1932,1424,1968)
ad3-intro: ಕರ್ನಾಟಕ ನಗರ ಮತ್ತು ಗ್ರಾಮಾಂತರ ಯೋಜನಾ ಕಾಯ್ದೆ 1961 ರ ಕಲಂ 14(ಎ) ಪ್ರಕಾರ ಭೂ ಉಪಯೋಗ ಬದಲಾವಣೆಗೆ ಅರ್ಜಿ ಸಲ್ಲಿಸಲಾಗಿದ್ದು, ಸಾರ್ವಜನಿಕರಿಂದ ಆಕ್ಷೇಪಣೆಗಳನ್ನು ಆಹ್ವಾನಿಸಲಾಗಿದೆ. xyxy=(952,1863,1481,1873)
ad3-header-cell: ಕೋರಿರುವ ವಲಯ xyxy=(1423,1916,1487,1932)
ad3-sign: ಸದಸ್ಯ-ಕಾರ್ಯದರ್ಶಿ ಹಾಗೂ ನಗರ ಮತ್ತು ಗ್ರಾಮಾಂತರ ಯೋಜನಾ ಜಂಟಿ ನಿರ್ದೇಶಕರು, ಆನೇಕಲ್ ಯೋಜನಾ ಪ್ರಾಧಿಕಾರ, ಆನೇಕಲ್ xyxy=(1119,2275,1468,2285)
audit-col-2: ಆರೋಪಿ ರಾಧಾಕೃಷ್ಣ ಭಟ್ ಅವರು 2019ರಲ್ಲಿ ಕಾಲೇಜಿನ ಖಾತೆ ತಪಾಸಣೆ ವೇಳೆ ದಾಖಲೆ ಪರಿಶೀಲನೆ ನಡೆಸಿ ಕ್ಲಿಯರೆನ್ಸ್ ನೀಡಲು ರೂ. 2.50 ಲಕ್ಷ ಲಂಚ ಕೇಳಿದ್ದರು ಎಂದು ದೂರು ದಾಖಲಾಗಿತ್ತು. ಲೋಕಾಯುಕ್ತ ಪೊಲೀಸರು ಪ್ರಕರಣ ದಾಖಲಿಸಿ ತನಿಖೆ ನಡೆಸಿದ್ದರು. xyxy=(266,2049,473,2127)
kateel-swamiji-photo xyxy=(459,872,565,1012)
ad1-item-1: 1) ಕಟಿನಿಟಿ/ವಿಪ್ರ/ಚಿಮ/ವಿ3/ಟೆ/2025-26/634 ದಿನಾಂಕ:16-12-2025 ರಲ್ಲಿ 2025-26 ನೇ ಸಾಲಿನ ಕಾಮಗಾರಿಗಳ ಟೆಂಡರ್ ಆಹ್ವಾನಿಸಲಾಗಿದೆ. ಟೆಂಡರ್ ದಸ್ತಾವೇಜುಗಳನ್ನು ದಿನಾಂಕ:24-12-2025ರ ವರೆಗೆ ಪಡೆಯಬಹುದು. xyxy=(1143,951,1488,988)
lead-sidebar-sign: ಜನಾರ್ದನ ಕವನಾಡ xyxy=(522,600,591,613)
kateel-headline: ಡಿ.27, 28: ಕಟೀಲು ಮಕ್ಕಳ ಮೇಳದ ಕಲಾಪರ್ವ xyxy=(51,722,682,766)
ad1-org: ಕರ್ನಾಟಕ ಭೂಮಿ ಅಭಿವೃದ್ಧಿ ನಿಗಮ ನಿಯಮಿತ xyxy=(1219,858,1411,874)
ad3-header-cell: ಸ.ನಂ xyxy=(1252,1916,1286,1932)
ad2-sign-2: ಪ್ರಾದೇಶಿಕ ಅರಣ್ಯ ಉಪವಿಭಾಗ, ರಾಯಚೂರು xyxy=(1266,1712,1421,1724)
ad3-code: DIPR/CP/VCPL/4528/2025-26 xyxy=(952,2326,1074,2336)
table-cell: ವಸತಿ xyxy=(1423,1932,1487,1968)
lead-caption: ನರ್ತನಕ್ಕೆ ಇಳಿದ ಮೇಲೆ ಭಾರ ತಮ್ಮ 13ನೇ ವಯಸ್ಸಿನಲ್ಲಿ ಕೋಲ ಕುತ್ತಿಕೋಲು ಎಂಬಲ್ಲಿ ಬಾಲ್ಯ ಜೀವನ ಆರಂಭಿಸಿದರು. ಬಳಿಕ ಮಕ್ಕಳೊಂದಿಗೆ ಆಸಕ್ತಿಯಿಂದ ಈ ಕಲೆಯನ್ನು ಮುಂದುವರಿಸಿದ್ದಾರೆ. xyxy=(270,622,644,650)
audit-col-1: ■ ಪುತ್ತೂರು: ಕಾಲೇಜು ಪ್ರಾಂಶುಪಾಲರ ಲೆಕ್ಕಪರಿಶೋಧನಾ ಕ್ಲಿಯರೆನ್ಸ್ ನೀಡಲು ಲಂಚಕ್ಕೆ ಬೇಡಿಕೆ ಇಟ್ಟ ಪ್ರಕರಣದಲ್ಲಿ ಆರೋಪಿಯು ಸಲ್ಲಿಸಿದ್ದ ಅರ್ಜಿಯನ್ನು ನ್ಯಾಯಾಲಯ ವಜಾಗೊಳಿಸಿದೆ. ಪ್ರಕರಣದ ವಿಚಾರಣೆ ಮುಂದುವರಿಯಲಿದೆ ಎಂದು ತಿಳಿದುಬಂದಿದೆ. xyxy=(46,2049,253,2127)
magenta-dot xyxy=(980,2352,992,2365)
ad2-body-1: ಈ ಮೂಲಕ ಸಾರ್ವಜನಿಕರ ಮಾಹಿತಿಗಾಗಿ ತಿಳಿಯಪಡಿಸುವುದೇನೆಂದರೆ, ರಾಯಚೂರು ಪ್ರಾದೇಶಿಕ ಅರಣ್ಯ ವಿಭಾಗದ ವ್ಯಾಪ್ತಿಯಲ್ಲಿ 2025-26ನೇ ಸಾಲಿನ ಕಾಮಗಾರಿಗಳನ್ನು ಕೈಗೊಳ್ಳಲು kppp.karnataka.gov.in ಪೋರ್ಟಲ್ ಮೂಲಕ ಅರ್ಹ ಗುತ್ತಿಗೆದಾರರಿಂದ ಟೆಂಡರ್ ಆಹ್ವಾನಿಸಲಾಗಿದೆ. ಬಿಡ್‌ಗಳನ್ನು ಸಲ್ಲಿಸಲು ದಿನಾಂಕ:22.12.2025 ಸಂಜೆ 5.30 ಗಂಟೆಯವರೆಗೆ ಅವಕಾಶವಿದೆ. ತಾಂತ್ರಿಕ ಬಿಡ್ ತೆರೆಯುವ ದಿನಾಂಕ:23.12.2025 ಹಾಗೂ ಆರ್ಥಿಕ ಬಿಡ್ ದಿನಾಂಕ:24.12.2025. xyxy=(954,1394,1487,1455)
ad1-item-2: 2) ಕಟಿನಿಟಿ/ವಿಪ್ರ/ಚಿಮ/ವಿ3/ಟೆ/2024-25/635 ದಿನಾಂಕ:16-12-2025 ರಲ್ಲಿ ಕಾಮಗಾರಿಗಳ ಟೆಂಡರ್ ಪ್ರಕಟಿಸಲಾಗಿದ್ದು ದಿನಾಂಕ:24-12-2025ರ ವರೆಗೆ ಬಿಡ್ ಸಲ್ಲಿಸಬಹುದು. xyxy=(1143,1040,1488,1064)
divider-v-2 xyxy=(769,722,770,1313)
lead-col-1 xyxy=(46,286,255,700)
rotary-group-photo-frame xyxy=(304,1520,499,1721)
ad1-title: ಅಲ್ಪಾವಧಿ ಟೆಂಡರ್ ಪ್ರಕಟಣೆ xyxy=(1212,924,1419,944)
